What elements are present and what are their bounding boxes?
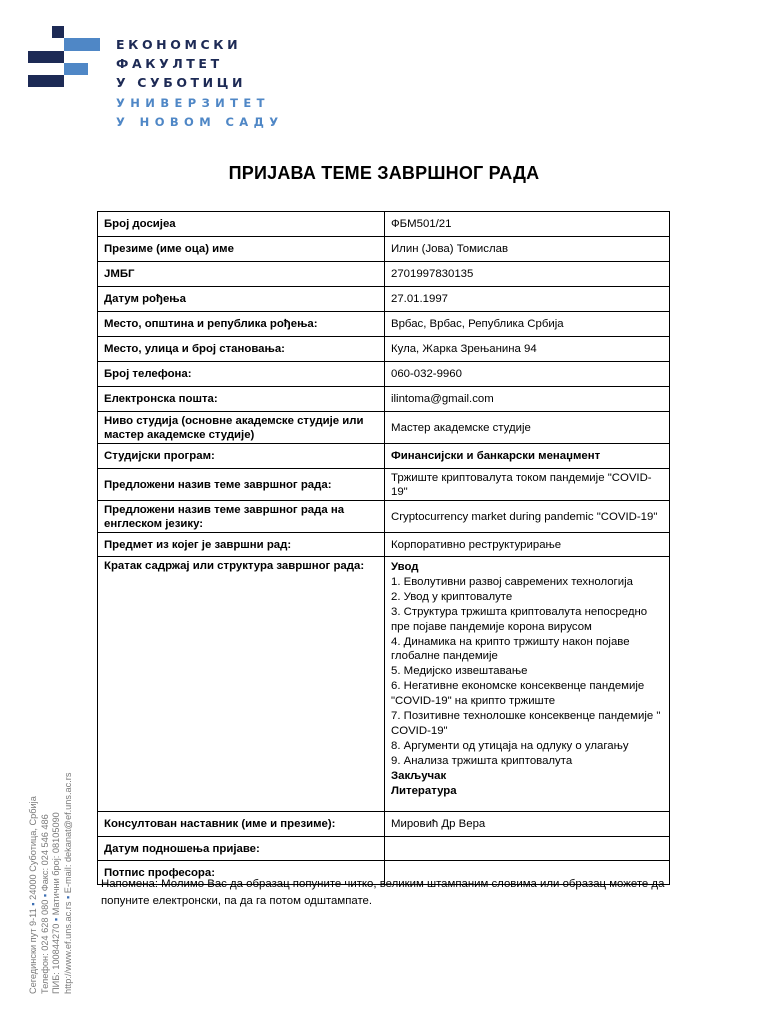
logo-mark-icon — [28, 26, 108, 88]
phone-line — [40, 774, 52, 994]
form-value[interactable]: Тржиште криптовалута током пандемије "COVID-19" — [385, 469, 670, 501]
document-title: ПРИЈАВА ТЕМЕ ЗАВРШНОГ РАДА — [228, 163, 540, 183]
list-item: 2. Увод у криптовалуте — [391, 590, 513, 603]
form-value[interactable]: 060-032-9960 — [385, 362, 670, 387]
form-value[interactable]: Врбас, Врбас, Република Србија — [385, 312, 670, 337]
list-item: 4. Динамика на крипто тржишту након појаве глобалне пандемије — [391, 635, 630, 663]
form-label: Место, општина и република рођења: — [98, 312, 385, 337]
logo-text — [116, 35, 284, 132]
form-value[interactable]: ilintoma@gmail.com — [385, 387, 670, 412]
thesis-content-cell[interactable] — [385, 557, 670, 812]
web-line — [63, 774, 75, 994]
form-row-thesis-title-english — [98, 501, 670, 533]
form-label: Ниво студија (основне академске студије или мастер академске студије) — [98, 412, 385, 444]
faculty-address-sidebar — [28, 774, 74, 994]
form-value[interactable]: ФБМ501/21 — [385, 212, 670, 237]
form-label: Предмет из којег је завршни рад: — [98, 533, 385, 557]
form-row-advisor — [98, 812, 670, 837]
form-row-file-number — [98, 212, 670, 237]
form-value[interactable]: Cryptocurrency market during pandemic "COVID-19" — [385, 501, 670, 533]
form-label: Датум рођења — [98, 287, 385, 312]
list-item: 7. Позитивне технолошке консеквенце пандемије " COVID-19" — [391, 710, 661, 737]
form-row-phone — [98, 362, 670, 387]
list-item: Литература — [391, 784, 457, 797]
list-item: 8. Аргументи од утицаја на одлуку о улагању — [391, 739, 629, 752]
list-item: 1. Еволутивни развој савремених технологија — [391, 575, 633, 588]
form-value[interactable]: Илин (Јова) Томислав — [385, 237, 670, 262]
form-value[interactable]: Кула, Жарка Зрењанина 94 — [385, 337, 670, 362]
form-row-submission-date — [98, 837, 670, 861]
separator-icon: ▪ — [28, 902, 38, 906]
address-text: Сегедински пут 9-11 — [28, 908, 38, 994]
tax-id-text: ПИБ: 100844270 — [51, 923, 61, 994]
separator-icon: ▪ — [39, 893, 50, 898]
form-value[interactable]: 27.01.1997 — [385, 287, 670, 312]
separator-icon: ▪ — [51, 917, 61, 922]
list-item: 5. Медијско извештавање — [391, 665, 528, 678]
application-form-table — [97, 211, 670, 885]
tax-id-line — [51, 774, 63, 994]
email-link[interactable]: E-mail: dekanat@ef.uns.ac.rs — [62, 772, 73, 894]
logo-line-3: У СУБОТИЦИ — [116, 75, 247, 90]
address-text: 24000 Суботица, Србија — [28, 796, 38, 900]
form-label: Потпис професора: — [98, 861, 385, 885]
form-label: ЈМБГ — [98, 262, 385, 287]
list-item: 9. Анализа тржишта криптовалута — [391, 754, 573, 767]
list-item: 3. Структура тржишта криптовалута непосредно пре појаве пандемије корона вирусом — [391, 605, 648, 633]
form-label: Електронска пошта: — [98, 387, 385, 412]
form-value[interactable]: Корпоративно реструктурирање — [385, 533, 670, 557]
form-row-birth-place — [98, 312, 670, 337]
phone-text: Телефон: 024 628 080 — [39, 899, 50, 994]
logo-line-5: У НОВОМ САДУ — [116, 115, 284, 129]
form-label: Број телефона: — [98, 362, 385, 387]
form-label: Предложени назив теме завршног рада: — [98, 469, 385, 501]
form-value[interactable]: 2701997830135 — [385, 262, 670, 287]
form-value[interactable]: Мастер академске студије — [385, 412, 670, 444]
logo-line-2: ФАКУЛТЕТ — [116, 56, 223, 71]
fax-text: Факс: 024 546 486 — [39, 814, 50, 892]
form-label: Место, улица и број становања: — [98, 337, 385, 362]
form-row-residence — [98, 337, 670, 362]
form-label: Кратак садржај или структура завршног рада: — [98, 557, 385, 812]
form-row-thesis-title — [98, 469, 670, 501]
form-row-birth-date — [98, 287, 670, 312]
form-label: Број досијеа — [98, 212, 385, 237]
registration-number-text: Матични број: 08105090 — [51, 812, 61, 916]
form-row-full-name — [98, 237, 670, 262]
form-value[interactable] — [385, 837, 670, 861]
website-link[interactable]: http://www.ef.uns.ac.rs — [62, 901, 73, 994]
form-label: Студијски програм: — [98, 444, 385, 469]
list-item: Закључак — [391, 769, 447, 782]
form-row-subject — [98, 533, 670, 557]
form-label: Датум подношења пријаве: — [98, 837, 385, 861]
form-value[interactable]: Мировић Др Вера — [385, 812, 670, 837]
form-row-thesis-content — [98, 557, 670, 812]
form-note: Напомена: Молимо Вас да образац попуните читко, великим штампаним словима или образац можете да попуните електронски, па да га потом одштампате. — [101, 878, 665, 907]
form-label: Презиме (име оца) име — [98, 237, 385, 262]
logo-line-4: УНИВЕРЗИТЕТ — [116, 96, 270, 110]
form-row-email — [98, 387, 670, 412]
list-item: 6. Негативне економске консеквенце пандемије "COVID-19" на крипто тржиште — [391, 680, 645, 708]
form-row-study-level — [98, 412, 670, 444]
form-label: Предложени назив теме завршног рада на енглеском језику: — [98, 501, 385, 533]
form-row-study-program — [98, 444, 670, 469]
logo-line-1: ЕКОНОМСКИ — [116, 37, 242, 52]
separator-icon: ▪ — [62, 895, 73, 900]
form-label: Консултован наставник (име и презиме): — [98, 812, 385, 837]
list-item: Увод — [391, 561, 419, 573]
thesis-content-list — [391, 559, 663, 799]
faculty-logo — [28, 26, 284, 130]
form-row-jmbg — [98, 262, 670, 287]
address-line — [28, 774, 40, 994]
form-value[interactable]: Финансијски и банкарски менаџмент — [385, 444, 670, 469]
